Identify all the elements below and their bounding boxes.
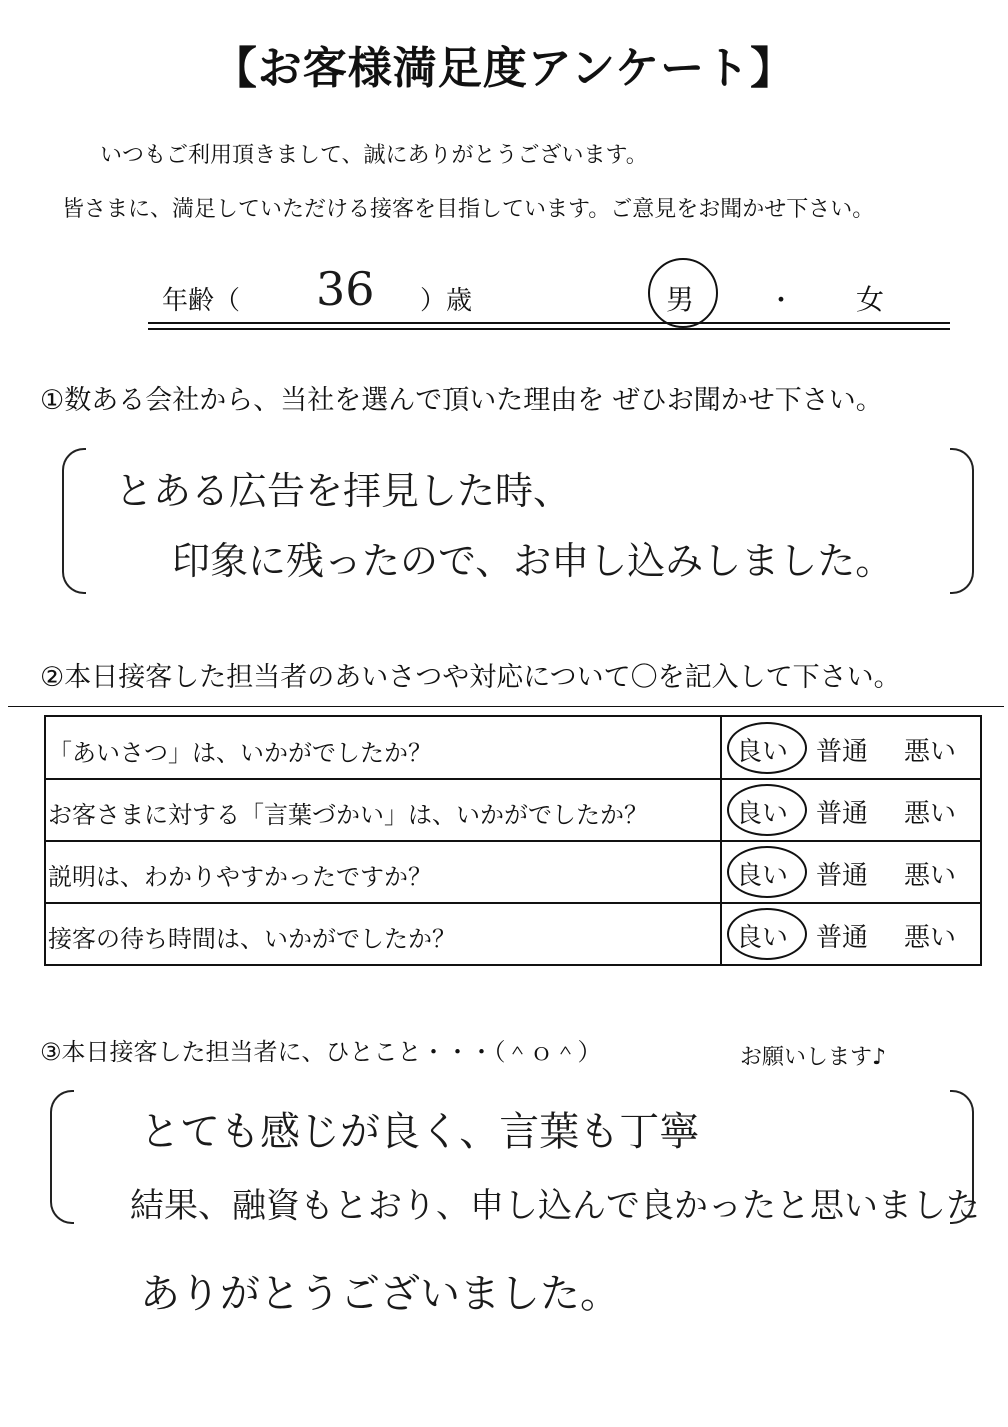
table-row-divider-1 xyxy=(44,778,982,780)
row-3-option-bad[interactable]: 悪い xyxy=(904,861,957,891)
row-3-option-average[interactable]: 普通 xyxy=(816,861,869,891)
age-suffix: ）歳 xyxy=(420,286,473,316)
table-row-divider-3 xyxy=(44,902,982,904)
q1-answer-line-1[interactable]: とある広告を拝見した時、 xyxy=(115,469,572,513)
q1-right-bracket xyxy=(950,448,974,594)
q3-answer-line-3[interactable]: ありがとうございました。 xyxy=(140,1271,620,1317)
intro-line-2: 皆さまに、満足していただける接客を目指しています。ご意見をお聞かせ下さい。 xyxy=(62,197,875,222)
row-4-option-good[interactable]: 良い xyxy=(736,923,789,953)
q3-answer-line-1[interactable]: とても感じが良く、言葉も丁寧 xyxy=(140,1109,700,1155)
row-1-option-average[interactable]: 普通 xyxy=(816,737,869,767)
q2-top-rule xyxy=(8,706,1004,707)
q1-left-bracket xyxy=(62,448,86,594)
row-1-question: 「あいさつ」は、いかがでしたか？ xyxy=(48,739,432,767)
table-border-bottom xyxy=(44,964,982,966)
profile-underline-1 xyxy=(148,322,950,324)
table-row-divider-2 xyxy=(44,840,982,842)
table-column-divider xyxy=(720,715,722,966)
q3-question: ③本日接客した担当者に、ひとこと・・・（＾ｏ＾） xyxy=(40,1038,602,1066)
profile-underline-2 xyxy=(148,328,950,330)
age-value[interactable]: 36 xyxy=(316,262,375,316)
q2-question: ②本日接客した担当者のあいさつや対応について〇を記入して下さい。 xyxy=(40,662,901,693)
survey-title: 【お客様満足度アンケート】 xyxy=(212,43,796,94)
table-border-left xyxy=(44,715,46,966)
gender-female-option[interactable]: 女 xyxy=(856,283,885,316)
row-1-option-good[interactable]: 良い xyxy=(736,737,789,767)
row-2-option-good[interactable]: 良い xyxy=(736,799,789,829)
q1-answer-line-2[interactable]: 印象に残ったので、お申し込みしました。 xyxy=(172,539,894,583)
gender-separator: ・ xyxy=(768,286,795,316)
intro-line-1: いつもご利用頂きまして、誠にありがとうございます。 xyxy=(100,143,648,168)
row-1-option-bad[interactable]: 悪い xyxy=(904,737,957,767)
q3-note: お願いします♪ xyxy=(740,1045,887,1070)
q1-question: ①数ある会社から、当社を選んで頂いた理由を ぜひお聞かせ下さい。 xyxy=(40,385,883,416)
row-3-option-good[interactable]: 良い xyxy=(736,861,789,891)
age-label: 年齢（ xyxy=(162,286,241,316)
row-2-option-bad[interactable]: 悪い xyxy=(904,799,957,829)
table-border-top xyxy=(44,715,982,717)
row-2-question: お客さまに対する「言葉づかい」は、いかがでしたか？ xyxy=(48,801,648,829)
q3-answer-line-2[interactable]: 結果、融資もとおり、申し込んで良かったと思いました xyxy=(130,1186,980,1226)
row-4-question: 接客の待ち時間は、いかがでしたか？ xyxy=(48,925,456,953)
table-border-right xyxy=(980,715,982,966)
row-4-option-bad[interactable]: 悪い xyxy=(904,923,957,953)
row-2-option-average[interactable]: 普通 xyxy=(816,799,869,829)
row-3-question: 説明は、わかりやすかったですか？ xyxy=(48,863,432,891)
row-4-option-average[interactable]: 普通 xyxy=(816,923,869,953)
q3-left-bracket xyxy=(50,1090,74,1224)
gender-male-option[interactable]: 男 xyxy=(666,283,695,316)
